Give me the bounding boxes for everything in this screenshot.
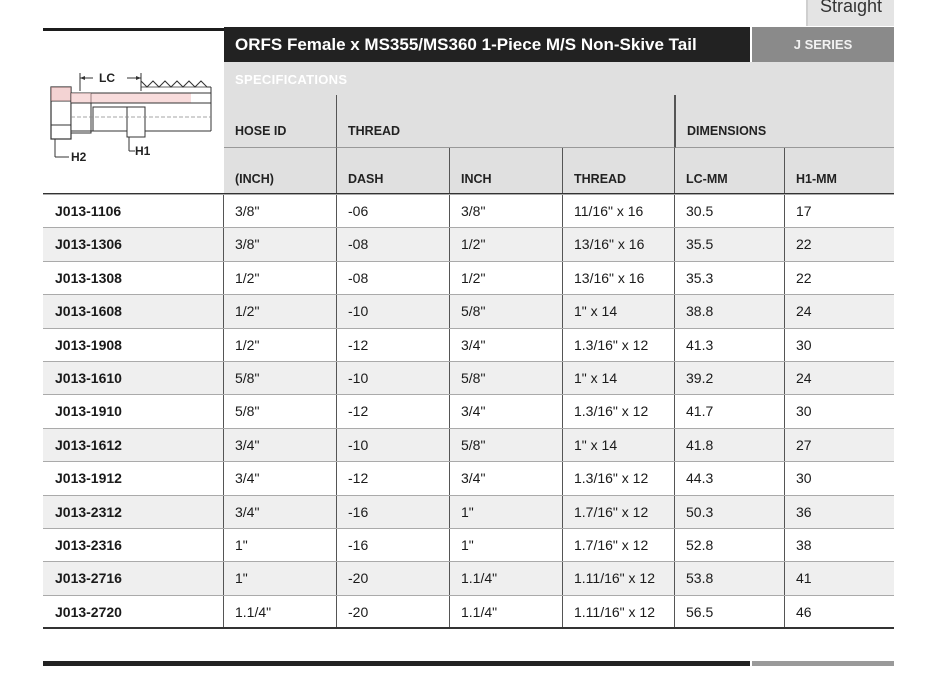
table-row bbox=[43, 461, 894, 494]
table-row bbox=[43, 261, 894, 294]
specifications-label: SPECIFICATIONS bbox=[224, 62, 894, 95]
cell-lc: 41.7 bbox=[675, 395, 785, 427]
cell-hose: 3/8" bbox=[224, 228, 337, 260]
cell-dash: -16 bbox=[337, 496, 450, 528]
cell-part: J013-1308 bbox=[43, 262, 224, 294]
cell-inch: 3/4" bbox=[450, 462, 563, 494]
cell-inch: 1.1/4" bbox=[450, 596, 563, 628]
fitting-drawing bbox=[43, 31, 224, 194]
cell-inch: 3/8" bbox=[450, 195, 563, 227]
cell-hose: 1/2" bbox=[224, 262, 337, 294]
header-thread: THREAD bbox=[337, 95, 675, 148]
table-bottom-rule bbox=[43, 627, 894, 629]
cell-lc: 41.8 bbox=[675, 429, 785, 461]
cell-lc: 35.5 bbox=[675, 228, 785, 260]
top-tab-straight[interactable]: Straight bbox=[806, 0, 894, 26]
cell-h1: 30 bbox=[796, 403, 812, 420]
footer-bar-accent bbox=[752, 661, 894, 666]
cell-lc: 50.3 bbox=[675, 496, 785, 528]
cell-inch: 1.1/4" bbox=[450, 562, 563, 594]
cell-hose: 3/4" bbox=[224, 429, 337, 461]
cell-hose: 5/8" bbox=[224, 362, 337, 394]
cell-h1: 36 bbox=[796, 503, 812, 520]
cell-hose: 1/2" bbox=[224, 295, 337, 327]
series-badge: J SERIES bbox=[752, 27, 894, 62]
table-row bbox=[43, 227, 894, 260]
cell-dash: -08 bbox=[337, 262, 450, 294]
table-row bbox=[43, 528, 894, 561]
cell-lc: 56.5 bbox=[675, 596, 785, 628]
cell-inch: 3/4" bbox=[450, 395, 563, 427]
cell-inch: 1/2" bbox=[450, 228, 563, 260]
cell-hose: 5/8" bbox=[224, 395, 337, 427]
cell-part: J013-1608 bbox=[43, 295, 224, 327]
cell-hose: 1/2" bbox=[224, 329, 337, 361]
cell-thread: 1.3/16" x 12 bbox=[563, 462, 675, 494]
header-dash: DASH bbox=[337, 148, 450, 194]
cell-hose: 3/4" bbox=[224, 462, 337, 494]
cell-lc: 30.5 bbox=[675, 195, 785, 227]
cell-thread: 1.3/16" x 12 bbox=[563, 329, 675, 361]
cell-dash: -10 bbox=[337, 429, 450, 461]
header-thread-size: THREAD bbox=[563, 148, 675, 194]
cell-lc: 52.8 bbox=[675, 529, 785, 561]
cell-part: J013-2312 bbox=[43, 496, 224, 528]
cell-h1: 46 bbox=[796, 603, 812, 620]
cell-part: J013-1912 bbox=[43, 462, 224, 494]
cell-thread: 13/16" x 16 bbox=[563, 262, 675, 294]
cell-part: J013-1306 bbox=[43, 228, 224, 260]
cell-part: J013-1612 bbox=[43, 429, 224, 461]
table-row bbox=[43, 495, 894, 528]
cell-lc: 53.8 bbox=[675, 562, 785, 594]
cell-hose: 1" bbox=[224, 562, 337, 594]
table-row bbox=[43, 595, 894, 628]
cell-part: J013-1610 bbox=[43, 362, 224, 394]
cell-h1: 30 bbox=[796, 470, 812, 487]
cell-dash: -12 bbox=[337, 395, 450, 427]
header-h1-mm: H1-MM bbox=[785, 148, 894, 194]
footer-bar bbox=[43, 661, 750, 666]
cell-part: J013-2716 bbox=[43, 562, 224, 594]
table-row bbox=[43, 194, 894, 227]
cell-part: J013-1910 bbox=[43, 395, 224, 427]
cell-lc: 35.3 bbox=[675, 262, 785, 294]
table-row bbox=[43, 361, 894, 394]
cell-part: J013-1106 bbox=[43, 195, 224, 227]
cell-dash: -16 bbox=[337, 529, 450, 561]
cell-part: J013-2316 bbox=[43, 529, 224, 561]
h2-label: H2 bbox=[71, 150, 87, 164]
table-row bbox=[43, 294, 894, 327]
header-hose-id: HOSE ID bbox=[224, 95, 337, 148]
cell-h1: 24 bbox=[796, 303, 812, 320]
lc-label: LC bbox=[99, 71, 115, 85]
cell-part: J013-2720 bbox=[43, 596, 224, 628]
header-inch: INCH bbox=[450, 148, 563, 194]
cell-inch: 5/8" bbox=[450, 362, 563, 394]
cell-dash: -10 bbox=[337, 362, 450, 394]
cell-lc: 38.8 bbox=[675, 295, 785, 327]
table-row bbox=[43, 328, 894, 361]
cell-h1: 30 bbox=[796, 336, 812, 353]
header-dimensions: DIMENSIONS bbox=[675, 95, 894, 148]
cell-h1: 24 bbox=[796, 370, 812, 386]
product-title: ORFS Female x MS355/MS360 1-Piece M/S Non-Skive Tail bbox=[224, 27, 750, 62]
cell-hose: 3/4" bbox=[224, 496, 337, 528]
cell-thread: 1" x 14 bbox=[563, 429, 675, 461]
cell-lc: 44.3 bbox=[675, 462, 785, 494]
table-row bbox=[43, 428, 894, 461]
cell-h1: 17 bbox=[796, 203, 812, 219]
cell-dash: -10 bbox=[337, 295, 450, 327]
cell-h1: 41 bbox=[796, 570, 812, 587]
header-hose-inch: (INCH) bbox=[224, 148, 337, 194]
cell-h1: 27 bbox=[796, 436, 812, 453]
cell-hose: 1" bbox=[224, 529, 337, 561]
cell-thread: 11/16" x 16 bbox=[563, 195, 675, 227]
cell-h1: 22 bbox=[796, 236, 812, 253]
cell-inch: 3/4" bbox=[450, 329, 563, 361]
cell-thread: 1.11/16" x 12 bbox=[563, 562, 675, 594]
cell-h1: 22 bbox=[796, 269, 812, 286]
cell-inch: 1/2" bbox=[450, 262, 563, 294]
cell-thread: 1.11/16" x 12 bbox=[563, 596, 675, 628]
fitting-diagram bbox=[43, 31, 224, 194]
table-row bbox=[43, 561, 894, 594]
cell-lc: 39.2 bbox=[675, 362, 785, 394]
cell-hose: 3/8" bbox=[224, 195, 337, 227]
cell-thread: 13/16" x 16 bbox=[563, 228, 675, 260]
cell-thread: 1.7/16" x 12 bbox=[563, 496, 675, 528]
cell-inch: 5/8" bbox=[450, 429, 563, 461]
cell-inch: 5/8" bbox=[450, 295, 563, 327]
cell-dash: -06 bbox=[337, 195, 450, 227]
h1-label: H1 bbox=[135, 144, 151, 158]
table-row bbox=[43, 394, 894, 427]
cell-thread: 1" x 14 bbox=[563, 362, 675, 394]
header-lc-mm: LC-MM bbox=[675, 148, 785, 194]
cell-dash: -08 bbox=[337, 228, 450, 260]
cell-hose: 1.1/4" bbox=[224, 596, 337, 628]
cell-dash: -20 bbox=[337, 562, 450, 594]
cell-dash: -12 bbox=[337, 462, 450, 494]
cell-dash: -20 bbox=[337, 596, 450, 628]
cell-thread: 1.7/16" x 12 bbox=[563, 529, 675, 561]
cell-thread: 1.3/16" x 12 bbox=[563, 395, 675, 427]
cell-h1: 38 bbox=[796, 537, 812, 553]
cell-inch: 1" bbox=[450, 496, 563, 528]
cell-dash: -12 bbox=[337, 329, 450, 361]
cell-part: J013-1908 bbox=[43, 329, 224, 361]
cell-thread: 1" x 14 bbox=[563, 295, 675, 327]
cell-lc: 41.3 bbox=[675, 329, 785, 361]
cell-inch: 1" bbox=[450, 529, 563, 561]
